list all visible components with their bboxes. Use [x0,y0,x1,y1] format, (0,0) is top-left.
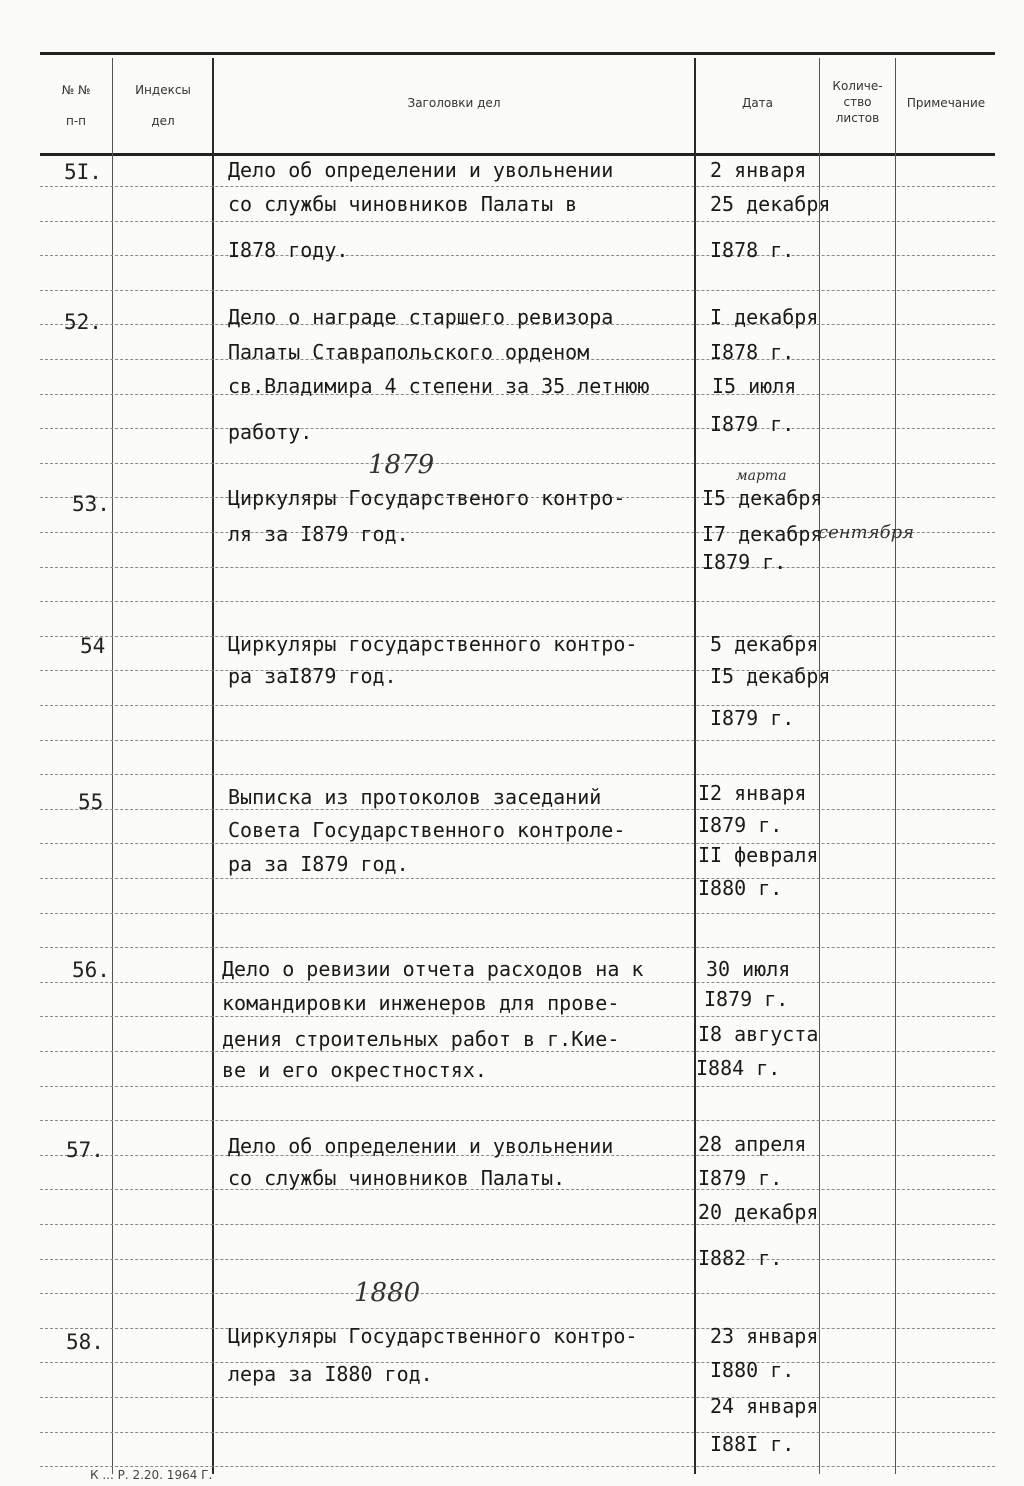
title-line: св.Владимира 4 степени за 35 летнюю [228,374,650,398]
title-line: дения строительных работ в г.Кие- [222,1027,620,1051]
page-footer: К ... Р. 2.20. 1964 Г. [90,1468,213,1482]
title-line: Циркуляры Государственного контро- [228,1324,638,1348]
handwritten-note: сентября [818,522,915,543]
handwritten-note: марта [736,468,787,484]
date-line: I879 г. [702,550,787,574]
ruled-line [40,774,995,775]
ruled-line [40,1432,995,1433]
ruled-line [40,601,995,602]
date-line: I879 г. [698,813,783,837]
ruled-line [40,290,995,291]
date-line: I880 г. [710,1358,795,1382]
header-rule [40,153,995,156]
title-line: Циркуляры государственного контро- [228,632,638,656]
title-line: работу. [228,420,313,444]
header-index: Индексы дел [135,83,191,128]
date-line: 25 декабря [710,192,831,216]
title-line: командировки инженеров для прове- [222,991,620,1015]
header-note: Примечание [906,96,986,110]
entry-number: 57. [66,1138,104,1162]
title-line: Дело о ревизии отчета расходов на к [222,957,644,981]
ruled-line [40,982,995,983]
title-line: со службы чиновников Палаты. [228,1166,566,1190]
header-count: Количе- ство листов [832,79,883,125]
handwritten-year: 1880 [354,1278,421,1308]
ruled-line [40,843,995,844]
date-line: I878 г. [710,340,795,364]
ruled-line [40,1086,995,1087]
date-line: I5 июля [712,374,797,398]
ruled-line [40,221,995,222]
ruled-line [40,705,995,706]
ruled-line [40,1362,995,1363]
ruled-line [40,1259,995,1260]
handwritten-year: 1879 [368,450,435,480]
entry-number: 53. [72,492,110,516]
ruled-line [40,463,995,464]
ruled-line [40,1293,995,1294]
date-line: I5 декабря [710,664,831,688]
date-line: I879 г. [710,412,795,436]
title-line: лера за I880 год. [228,1362,433,1386]
ruled-line [40,1466,995,1467]
title-line: Палаты Ставрапольского орденом [228,340,590,364]
entry-number: 55 [78,790,104,814]
column-divider [112,58,113,1474]
ruled-line [40,428,995,429]
date-line: I880 г. [698,876,783,900]
date-line: 30 июля [706,957,791,981]
title-line: Совета Государственного контроле- [228,818,626,842]
title-line: Циркуляры Государственого контро- [228,486,626,510]
date-line: I7 декабря [702,522,823,546]
date-line: I878 г. [710,238,795,262]
ruled-line [40,1120,995,1121]
date-line: I8 августа [698,1022,819,1046]
ruled-line [40,670,995,671]
entry-number: 56. [72,958,110,982]
date-line: I884 г. [696,1056,781,1080]
ruled-line [40,567,995,568]
column-divider [895,58,896,1474]
date-line: I декабря [710,305,819,329]
date-line: I2 января [698,781,807,805]
header-title: Заголовки дел [407,96,501,110]
date-line: I879 г. [704,987,789,1011]
date-line: 5 декабря [710,632,819,656]
date-line: I879 г. [698,1166,783,1190]
entry-number: 52. [64,310,102,334]
title-line: Дело об определении и увольнении [228,158,614,182]
ruled-line [40,809,995,810]
date-line: I879 г. [710,706,795,730]
title-line: со службы чиновников Палаты в [228,192,578,216]
ruled-line [40,913,995,914]
column-divider [694,58,696,1474]
top-rule [40,52,995,55]
ruled-line [40,878,995,879]
ruled-line [40,1016,995,1017]
entry-number: 5I. [64,160,102,184]
ruled-line [40,1397,995,1398]
date-line: 2 января [710,158,807,182]
ruled-line [40,186,995,187]
ruled-line [40,1051,995,1052]
ruled-line [40,1224,995,1225]
ruled-line [40,947,995,948]
entry-number: 58. [66,1330,104,1354]
ruled-line [40,740,995,741]
title-line: ве и его окрестностях. [222,1058,487,1082]
title-line: ра заI879 год. [228,664,397,688]
title-line: ра за I879 год. [228,852,409,876]
title-line: Дело о награде старшего ревизора [228,305,614,329]
date-line: 28 апреля [698,1132,807,1156]
header-number: № № п-п [61,83,91,128]
ruled-line [40,255,995,256]
date-line: 24 января [710,1394,819,1418]
date-line: I5 декабря [702,486,823,510]
title-line: Дело об определении и увольнении [228,1134,614,1158]
header-date: Дата [741,96,774,110]
column-divider [212,58,214,1474]
date-line: II февраля [698,843,819,867]
date-line: I88I г. [710,1432,795,1456]
column-divider [819,58,820,1474]
title-line: I878 году. [228,238,349,262]
date-line: 23 января [710,1324,819,1348]
title-line: ля за I879 год. [228,522,409,546]
date-line: I882 г. [698,1246,783,1270]
date-line: 20 декабря [698,1200,819,1224]
entry-number: 54 [80,634,106,658]
title-line: Выписка из протоколов заседаний [228,785,602,809]
